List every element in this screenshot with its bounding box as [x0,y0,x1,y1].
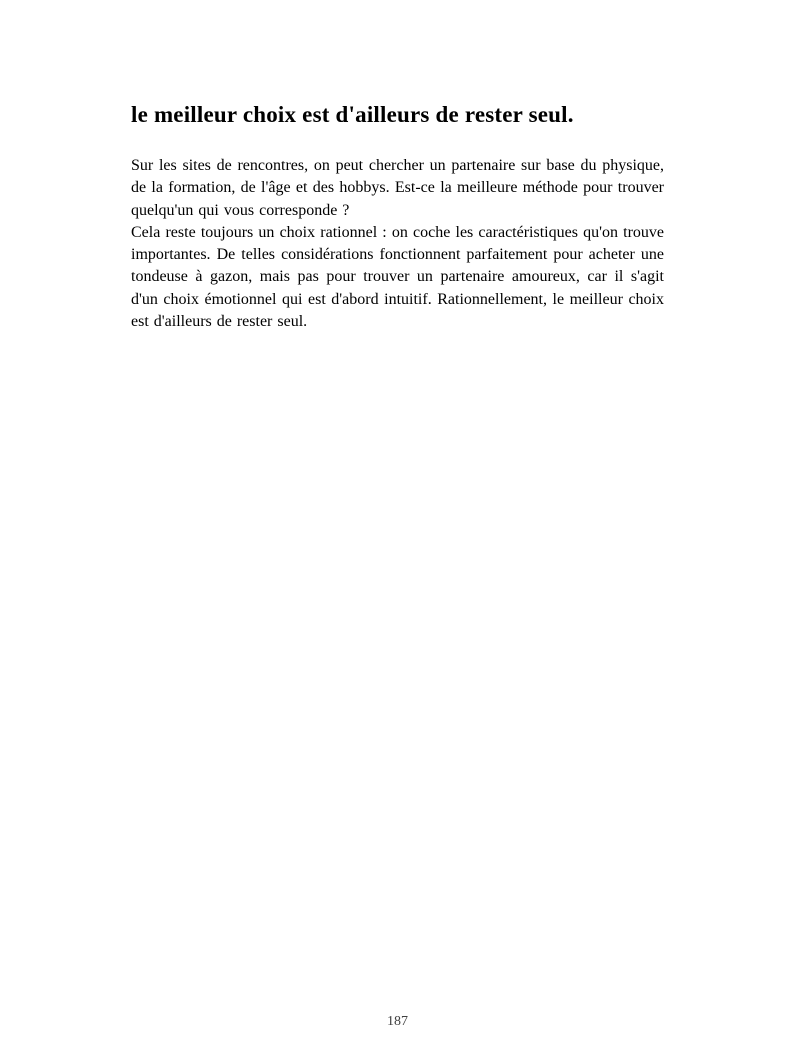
page-number: 187 [387,1014,408,1029]
page-title: le meilleur choix est d'ailleurs de rester seul. [131,102,574,127]
text-block [131,100,664,333]
paragraph-1: Sur les sites de rencontres, on peut chercher un partenaire sur base du physique, de la formation, de l'âge et des hobbys. Est-ce la meilleure méthode pour trouver quelqu'un qui vous corresponde ? [131,157,664,219]
paragraph-2: Cela reste toujours un choix rationnel : on coche les caractéristiques qu'on trouve importantes. De telles considérations fonctionnent parfaitement pour acheter une tondeuse à gazon, mais pas pour trouver un partenaire amoureux, car il s'agit d'un choix émotionnel qui est d'abord intuitif. Rationnellement, le meilleur choix est d'ailleurs de rester seul. [131,223,664,331]
